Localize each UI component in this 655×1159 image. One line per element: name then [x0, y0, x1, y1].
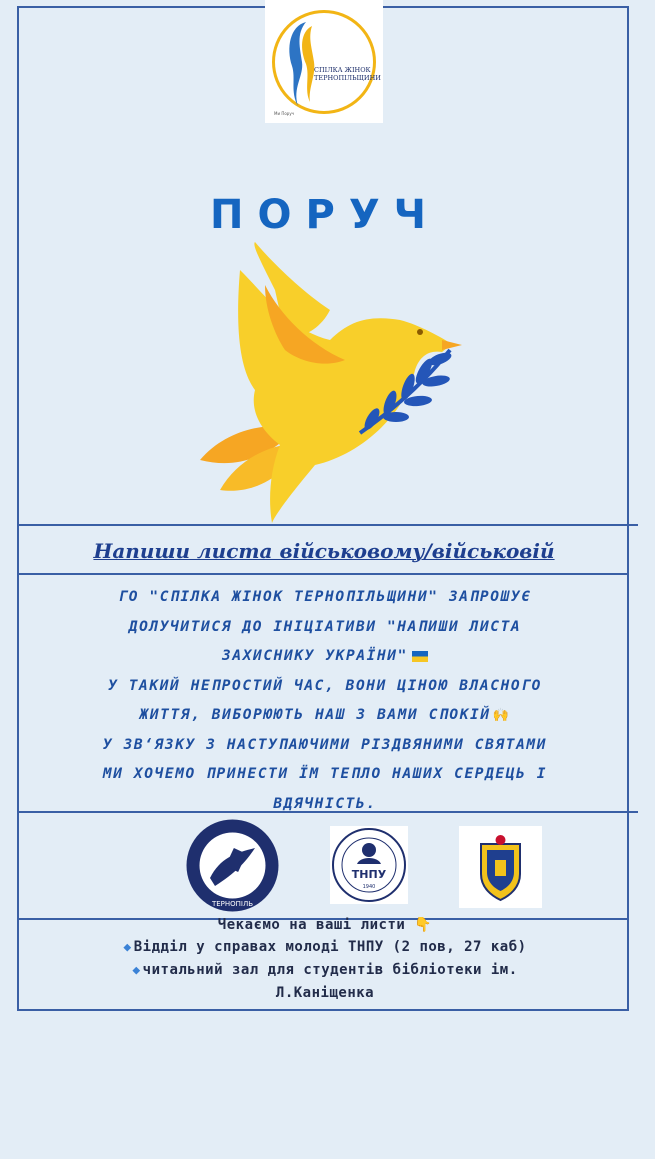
woman-profile-icon — [282, 18, 322, 110]
org-name-line2: ТЕРНОПІЛЬЩИНИ — [314, 74, 381, 82]
page-title: ПОРУЧ — [210, 192, 440, 238]
body-line: ЗАХИСНИКУ УКРАЇНИ" — [222, 648, 408, 664]
footer-line: Відділ у справах молоді ТНПУ (2 пов, 27 каб) — [133, 939, 527, 955]
footer-line: Л.Каніщенка — [275, 985, 375, 1001]
divider-subtitle — [17, 573, 629, 575]
body-line: ВДЯЧНІСТЬ. — [273, 795, 377, 812]
crest-logo — [459, 826, 542, 908]
raised-hands-icon: 🙌 — [492, 708, 511, 723]
olive-branch-icon — [350, 345, 460, 440]
diamond-bullet-icon: ◆ — [123, 940, 132, 955]
footer-line: Чекаємо на ваші листи — [217, 917, 406, 933]
wunu-city-label: ТЕРНОПІЛЬ — [211, 900, 254, 908]
body-line: ЖИТТЯ, ВИБОРЮЮТЬ НАШ З ВАМИ СПОКІЙ — [139, 707, 491, 723]
tnpu-logo — [330, 826, 408, 904]
body-line: ГО "СПІЛКА ЖІНОК ТЕРНОПІЛЬЩИНИ" ЗАПРОШУЄ — [118, 589, 532, 605]
contact-info — [22, 914, 628, 1004]
pointing-down-icon: 👇 — [414, 917, 433, 933]
wunu-logo — [185, 818, 280, 913]
invitation-body — [22, 583, 628, 819]
body-line: МИ ХОЧЕМО ПРИНЕСТИ ЇМ ТЕПЛО НАШИХ СЕРДЕЦЬ І — [102, 766, 548, 782]
invitation-subtitle: Напиши листа військовому/військовій — [93, 539, 555, 563]
body-line: У ТАКИЙ НЕПРОСТИЙ ЧАС, ВОНИ ЦІНОЮ ВЛАСНОГО — [108, 677, 542, 694]
tnpu-year: 1940 — [362, 884, 376, 890]
org-tagline: Ми Поруч — [274, 111, 295, 116]
flag-icon — [412, 651, 428, 662]
footer-line: читальний зал для студентів бібліотеки ім. — [142, 962, 518, 978]
body-line: ДОЛУЧИТИСЯ ДО ІНІЦІАТИВИ "НАПИШИ ЛИСТА — [128, 618, 522, 635]
body-line: У ЗВ‘ЯЗКУ З НАСТУПАЮЧИМИ РІЗДВЯНИМИ СВЯТАМИ — [102, 736, 548, 753]
diamond-bullet-icon: ◆ — [132, 963, 141, 978]
org-logo-text — [314, 66, 381, 82]
org-name-line1: СПІЛКА ЖІНОК — [314, 66, 371, 74]
tnpu-label: ТНПУ — [351, 868, 387, 881]
